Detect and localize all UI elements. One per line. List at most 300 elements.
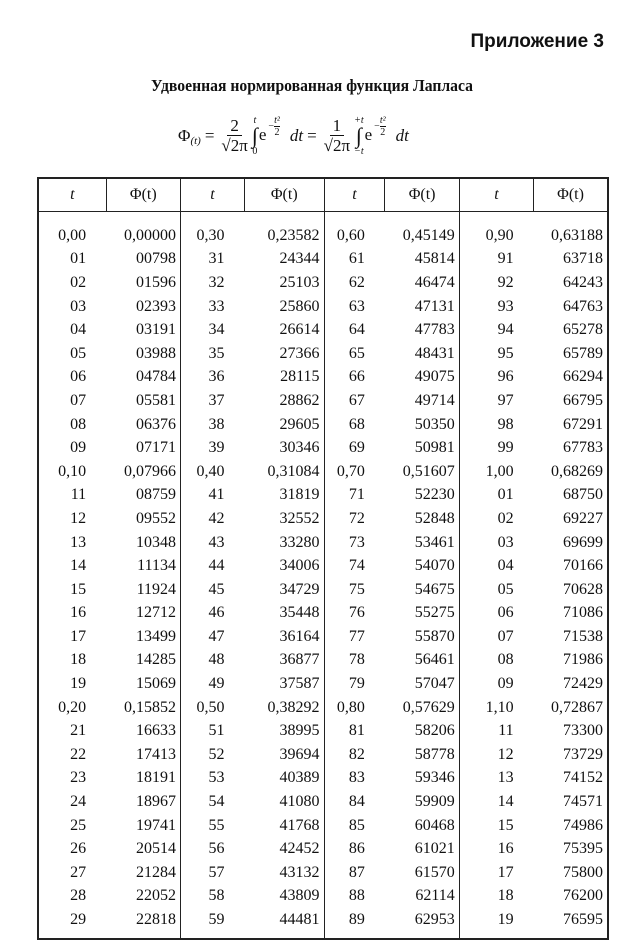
cell-phi: 74986	[563, 816, 603, 834]
cell-t: 62	[324, 271, 385, 295]
cell-t: 83	[324, 767, 385, 791]
cell-t: 55	[180, 814, 244, 838]
cell-t: 03	[459, 531, 533, 555]
cell-phi: 0,23582	[267, 226, 320, 244]
cell-t: 08	[70, 415, 87, 433]
cell-t: 23	[70, 769, 87, 787]
cell-phi: 13499	[135, 627, 176, 645]
table-row	[38, 342, 608, 366]
cell-t: 87	[324, 861, 385, 885]
cell-t: 66	[324, 366, 385, 390]
cell-phi: 02393	[135, 297, 176, 315]
formula-equals-1: =	[204, 126, 215, 145]
cell-phi: 37587	[279, 675, 320, 693]
table-row	[38, 366, 608, 390]
laplace-formula	[178, 104, 409, 168]
cell-t: 74	[324, 554, 385, 578]
cell-t: 17	[70, 627, 87, 645]
cell-phi: 03988	[135, 344, 176, 362]
cell-phi: 35448	[279, 604, 320, 622]
cell-t: 01	[459, 484, 533, 508]
cell-t: 94	[459, 318, 533, 342]
cell-t: 35	[180, 342, 244, 366]
exp-base: e	[258, 124, 267, 144]
cell-t: 06	[459, 602, 533, 626]
cell-phi: 62953	[414, 911, 455, 929]
cell-t: 95	[459, 342, 533, 366]
cell-t: 14	[459, 790, 533, 814]
exp-power	[374, 115, 385, 138]
cell-phi: 33280	[279, 533, 320, 551]
cell-t: 24	[70, 793, 87, 811]
header-phi: Φ(t)	[106, 178, 180, 212]
cell-t: 48	[180, 649, 244, 673]
cell-t: 25	[70, 816, 87, 834]
table-row	[38, 672, 608, 696]
cell-t: 12	[459, 743, 533, 767]
cell-t: 0,80	[324, 696, 385, 720]
cell-t: 65	[324, 342, 385, 366]
table-row	[38, 790, 608, 814]
cell-t: 58	[180, 885, 244, 909]
integral-sign-icon: ∫	[355, 123, 362, 148]
formula-dt-1: dt	[289, 126, 304, 145]
cell-phi: 42452	[279, 840, 320, 858]
cell-t: 0,30	[180, 212, 244, 248]
cell-phi: 59346	[414, 769, 455, 787]
cell-t: 96	[459, 366, 533, 390]
table-row	[38, 908, 608, 939]
cell-phi: 64763	[563, 297, 603, 315]
cell-t: 13	[459, 767, 533, 791]
cell-phi: 58778	[414, 745, 455, 763]
cell-t: 71	[324, 484, 385, 508]
cell-t: 89	[324, 908, 385, 939]
cell-phi: 18967	[135, 793, 176, 811]
cell-phi: 70166	[563, 557, 603, 575]
cell-t: 15	[459, 814, 533, 838]
cell-phi: 75800	[563, 863, 603, 881]
cell-t: 1,00	[459, 460, 533, 484]
cell-phi: 22818	[135, 911, 176, 929]
cell-t: 32	[180, 271, 244, 295]
table-row	[38, 271, 608, 295]
cell-phi: 0,63188	[551, 226, 603, 244]
cell-phi: 28115	[280, 368, 320, 386]
cell-t: 11	[459, 719, 533, 743]
cell-t: 78	[324, 649, 385, 673]
cell-phi: 36164	[279, 627, 320, 645]
cell-phi: 0,57629	[402, 698, 455, 716]
cell-phi: 76200	[563, 887, 603, 905]
cell-t: 82	[324, 743, 385, 767]
formula-equals-2: =	[307, 126, 317, 145]
cell-phi: 19741	[135, 816, 176, 834]
cell-phi: 48431	[414, 344, 455, 362]
formula-fraction-1	[221, 117, 247, 156]
cell-t: 36	[180, 366, 244, 390]
cell-phi: 45814	[414, 250, 455, 268]
cell-phi: 71538	[563, 627, 603, 645]
table-row	[38, 460, 608, 484]
cell-phi: 0,72867	[551, 698, 603, 716]
cell-phi: 36877	[279, 651, 320, 669]
cell-phi: 27366	[279, 344, 320, 362]
appendix-label: Приложение 3	[470, 31, 604, 52]
cell-t: 41	[180, 484, 244, 508]
exp-power	[268, 115, 279, 138]
cell-t: 04	[70, 321, 87, 339]
cell-t: 54	[180, 790, 244, 814]
cell-phi: 41768	[279, 816, 320, 834]
cell-t: 46	[180, 602, 244, 626]
cell-phi: 0,51607	[402, 462, 455, 480]
cell-phi: 55275	[414, 604, 455, 622]
integral-2	[354, 115, 364, 157]
cell-t: 33	[180, 295, 244, 319]
table-row	[38, 531, 608, 555]
table-row	[38, 649, 608, 673]
cell-t: 53	[180, 767, 244, 791]
cell-t: 26	[70, 840, 87, 858]
cell-phi: 46474	[414, 273, 455, 291]
cell-phi: 69227	[563, 509, 603, 527]
cell-t: 05	[70, 344, 87, 362]
table-row	[38, 318, 608, 342]
cell-phi: 49075	[414, 368, 455, 386]
cell-t: 15	[70, 580, 87, 598]
exponential-1	[258, 114, 280, 148]
cell-phi: 76595	[563, 911, 603, 929]
cell-t: 16	[459, 837, 533, 861]
cell-phi: 39694	[279, 745, 320, 763]
integral-1	[252, 115, 258, 157]
cell-t: 37	[180, 389, 244, 413]
cell-phi: 67291	[563, 415, 603, 433]
cell-phi: 74152	[563, 769, 603, 787]
header-t: t	[324, 178, 385, 212]
cell-t: 12	[70, 509, 87, 527]
cell-t: 0,50	[180, 696, 244, 720]
cell-t: 49	[180, 672, 244, 696]
cell-phi: 65278	[563, 321, 603, 339]
cell-phi: 54675	[414, 580, 455, 598]
fraction-1-numerator: 2	[227, 117, 242, 136]
cell-phi: 32552	[279, 509, 320, 527]
table-row	[38, 212, 608, 248]
cell-t: 92	[459, 271, 533, 295]
table-row	[38, 389, 608, 413]
cell-t: 52	[180, 743, 244, 767]
header-t: t	[459, 178, 533, 212]
cell-phi: 62114	[415, 887, 455, 905]
cell-t: 02	[459, 507, 533, 531]
cell-t: 02	[70, 273, 87, 291]
cell-t: 21	[70, 722, 87, 740]
cell-phi: 47783	[414, 321, 455, 339]
table-row	[38, 837, 608, 861]
cell-t: 44	[180, 554, 244, 578]
cell-t: 18	[459, 885, 533, 909]
cell-phi: 20514	[135, 840, 176, 858]
table-row	[38, 767, 608, 791]
cell-phi: 0,07966	[123, 462, 176, 480]
table-row	[38, 719, 608, 743]
cell-t: 72	[324, 507, 385, 531]
cell-t: 85	[324, 814, 385, 838]
cell-t: 59	[180, 908, 244, 939]
cell-phi: 0,38292	[267, 698, 320, 716]
cell-t: 77	[324, 625, 385, 649]
cell-t: 0,00	[58, 226, 87, 244]
cell-t: 07	[459, 625, 533, 649]
cell-phi: 53461	[414, 533, 455, 551]
cell-t: 43	[180, 531, 244, 555]
integral-1-upper-limit: t	[253, 115, 257, 126]
formula-dt-2: dt	[395, 126, 409, 145]
cell-phi: 10348	[135, 533, 176, 551]
cell-phi: 50981	[414, 439, 455, 457]
cell-phi: 49714	[414, 391, 455, 409]
exp-sign: −	[374, 120, 380, 132]
cell-t: 09	[459, 672, 533, 696]
cell-t: 08	[459, 649, 533, 673]
cell-t: 69	[324, 436, 385, 460]
cell-t: 28	[70, 887, 87, 905]
cell-t: 19	[459, 908, 533, 939]
cell-t: 88	[324, 885, 385, 909]
integral-2-upper-limit: +t	[354, 115, 364, 126]
exp-sign: −	[268, 120, 275, 132]
cell-t: 75	[324, 578, 385, 602]
integral-sign-icon: ∫	[251, 123, 258, 148]
cell-t: 81	[324, 719, 385, 743]
cell-phi: 61021	[414, 840, 455, 858]
cell-phi: 43132	[279, 863, 320, 881]
cell-t: 93	[459, 295, 533, 319]
cell-phi: 34006	[279, 557, 320, 575]
cell-t: 61	[324, 248, 385, 272]
table-row	[38, 436, 608, 460]
table-row	[38, 861, 608, 885]
cell-t: 91	[459, 248, 533, 272]
cell-phi: 07171	[135, 439, 176, 457]
cell-phi: 00798	[135, 250, 176, 268]
cell-phi: 69699	[563, 533, 603, 551]
cell-phi: 41080	[279, 793, 320, 811]
cell-t: 17	[459, 861, 533, 885]
cell-t: 01	[70, 250, 87, 268]
cell-phi: 40389	[279, 769, 320, 787]
cell-t: 76	[324, 602, 385, 626]
cell-t: 11	[70, 486, 87, 504]
cell-phi: 66294	[563, 368, 603, 386]
table-row	[38, 696, 608, 720]
integral-1-lower-limit: 0	[252, 146, 258, 157]
header-t: t	[180, 178, 244, 212]
cell-phi: 16633	[135, 722, 176, 740]
fraction-1-denominator: √2π	[221, 135, 248, 155]
cell-t: 47	[180, 625, 244, 649]
cell-t: 99	[459, 436, 533, 460]
cell-phi: 05581	[135, 391, 176, 409]
cell-phi: 73729	[563, 745, 603, 763]
cell-t: 0,40	[180, 460, 244, 484]
cell-phi: 50350	[414, 415, 455, 433]
cell-phi: 65789	[563, 344, 603, 362]
table-row	[38, 248, 608, 272]
cell-t: 73	[324, 531, 385, 555]
cell-t: 68	[324, 413, 385, 437]
exp-numerator: t²	[274, 114, 280, 126]
cell-t: 45	[180, 578, 244, 602]
cell-t: 05	[459, 578, 533, 602]
cell-phi: 66795	[563, 391, 603, 409]
cell-phi: 18191	[135, 769, 176, 787]
table-row	[38, 814, 608, 838]
table-row	[38, 578, 608, 602]
cell-t: 51	[180, 719, 244, 743]
header-phi: Φ(t)	[385, 178, 459, 212]
cell-t: 09	[70, 439, 87, 457]
cell-phi: 67783	[563, 439, 603, 457]
cell-phi: 08759	[135, 486, 176, 504]
table-row	[38, 413, 608, 437]
cell-t: 57	[180, 861, 244, 885]
cell-t: 27	[70, 863, 87, 881]
formula-phi: Φ	[178, 126, 191, 145]
formula-fraction-2	[324, 117, 350, 156]
cell-phi: 52230	[414, 486, 455, 504]
table-header-row	[38, 178, 608, 212]
exponential-2	[364, 114, 386, 148]
cell-phi: 43809	[279, 887, 320, 905]
cell-phi: 47131	[414, 297, 455, 315]
cell-phi: 0,45149	[402, 226, 455, 244]
cell-phi: 55870	[414, 627, 455, 645]
cell-phi: 14285	[135, 651, 176, 669]
cell-phi: 11134	[137, 557, 176, 575]
cell-phi: 72429	[563, 675, 603, 693]
cell-phi: 71986	[563, 651, 603, 669]
cell-phi: 34729	[279, 580, 320, 598]
cell-phi: 25860	[279, 297, 320, 315]
cell-phi: 70628	[563, 580, 603, 598]
fraction-2-numerator: 1	[330, 117, 345, 136]
cell-t: 19	[70, 675, 87, 693]
cell-t: 39	[180, 436, 244, 460]
cell-phi: 31819	[279, 486, 320, 504]
cell-t: 31	[180, 248, 244, 272]
cell-phi: 63718	[563, 250, 603, 268]
cell-phi: 38995	[279, 722, 320, 740]
exp-denominator: 2	[380, 126, 386, 138]
cell-t: 22	[70, 745, 87, 763]
cell-t: 1,10	[459, 696, 533, 720]
table-row	[38, 602, 608, 626]
cell-phi: 25103	[279, 273, 320, 291]
cell-phi: 56461	[414, 651, 455, 669]
laplace-table	[37, 177, 609, 940]
cell-t: 0,60	[324, 212, 385, 248]
cell-t: 84	[324, 790, 385, 814]
cell-phi: 75395	[563, 840, 603, 858]
cell-phi: 64243	[563, 273, 603, 291]
cell-t: 07	[70, 391, 87, 409]
cell-t: 13	[70, 533, 87, 551]
cell-phi: 06376	[135, 415, 176, 433]
cell-t: 56	[180, 837, 244, 861]
table-row	[38, 484, 608, 508]
cell-t: 14	[70, 557, 87, 575]
cell-t: 97	[459, 389, 533, 413]
cell-phi: 73300	[563, 722, 603, 740]
fraction-2-denominator: √2π	[323, 135, 351, 155]
cell-phi: 52848	[414, 509, 455, 527]
cell-t: 0,20	[58, 698, 87, 716]
cell-phi: 12712	[135, 604, 176, 622]
cell-t: 42	[180, 507, 244, 531]
exp-denominator: 2	[274, 126, 280, 138]
cell-phi: 0,68269	[551, 462, 603, 480]
cell-phi: 29605	[279, 415, 320, 433]
cell-t: 0,90	[459, 212, 533, 248]
cell-t: 64	[324, 318, 385, 342]
header-phi: Φ(t)	[534, 178, 608, 212]
cell-t: 86	[324, 837, 385, 861]
cell-t: 67	[324, 389, 385, 413]
cell-t: 03	[70, 297, 87, 315]
cell-t: 34	[180, 318, 244, 342]
cell-phi: 59909	[414, 793, 455, 811]
table-row	[38, 507, 608, 531]
cell-t: 0,10	[58, 462, 87, 480]
cell-t: 79	[324, 672, 385, 696]
table-row	[38, 625, 608, 649]
cell-phi: 0,31084	[267, 462, 320, 480]
formula-phi-subscript: (t)	[190, 135, 201, 147]
cell-phi: 15069	[135, 675, 176, 693]
cell-phi: 30346	[279, 439, 320, 457]
exp-base: e	[364, 124, 373, 144]
cell-phi: 03191	[135, 321, 176, 339]
header-phi: Φ(t)	[245, 178, 325, 212]
cell-phi: 28862	[279, 391, 320, 409]
cell-t: 29	[70, 911, 87, 929]
cell-t: 16	[70, 604, 87, 622]
table-row	[38, 885, 608, 909]
cell-t: 0,70	[324, 460, 385, 484]
page-title: Удвоенная нормированная функция Лапласа	[151, 76, 473, 95]
cell-t: 06	[70, 368, 87, 386]
cell-phi: 09552	[135, 509, 176, 527]
cell-t: 04	[459, 554, 533, 578]
cell-t: 63	[324, 295, 385, 319]
cell-phi: 60468	[414, 816, 455, 834]
cell-t: 38	[180, 413, 244, 437]
cell-phi: 71086	[563, 604, 603, 622]
cell-phi: 01596	[135, 273, 176, 291]
cell-phi: 0,00000	[123, 226, 176, 244]
exp-numerator: t²	[379, 114, 386, 126]
cell-phi: 54070	[414, 557, 455, 575]
cell-phi: 22052	[135, 887, 176, 905]
table-row	[38, 295, 608, 319]
cell-phi: 21284	[135, 863, 176, 881]
cell-phi: 61570	[414, 863, 455, 881]
cell-phi: 17413	[135, 745, 176, 763]
table-body	[38, 212, 608, 939]
